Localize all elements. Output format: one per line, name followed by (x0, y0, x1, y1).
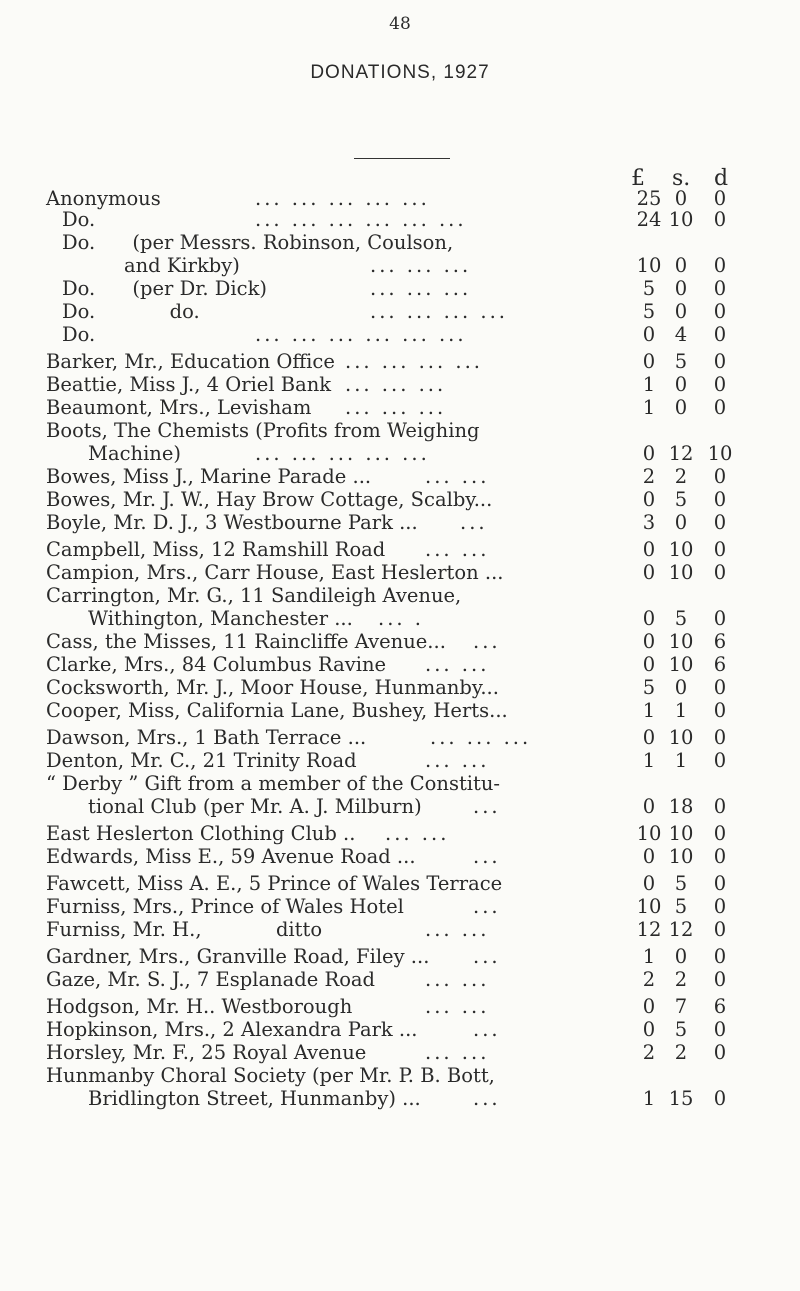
donor-name: Bowes, Miss J., Marine Parade ... (46, 465, 372, 488)
shillings-amount: 15 (668, 1087, 694, 1110)
pounds-amount: 2 (642, 1041, 656, 1064)
donor-name: Gaze, Mr. S. J., 7 Esplanade Road (46, 968, 376, 991)
pence-amount: 0 (713, 187, 727, 210)
page-number: 48 (389, 14, 411, 34)
shillings-amount: 1 (674, 699, 688, 722)
pence-amount: 0 (713, 1041, 727, 1064)
donor-name: Denton, Mr. C., 21 Trinity Road (46, 749, 357, 772)
pence-amount: 0 (713, 726, 727, 749)
dot-leader: ... ... (425, 995, 490, 1018)
shillings-amount: 5 (674, 895, 688, 918)
shillings-header: s. (672, 166, 691, 191)
donor-name: tional Club (per Mr. A. J. Milburn) (88, 795, 422, 818)
dot-leader: ... ... ... (430, 726, 532, 749)
title-rule (354, 158, 450, 159)
pounds-amount: 3 (642, 511, 656, 534)
pence-amount: 0 (713, 699, 727, 722)
pounds-amount: 10 (636, 254, 662, 277)
pounds-amount: 1 (642, 699, 656, 722)
pence-amount: 0 (713, 538, 727, 561)
shillings-amount: 1 (674, 749, 688, 772)
pence-amount: 0 (713, 845, 727, 868)
pounds-amount: 0 (642, 726, 656, 749)
donor-name: Campbell, Miss, 12 Ramshill Road (46, 538, 386, 561)
pounds-header: £ (631, 166, 645, 191)
pence-amount: 0 (713, 945, 727, 968)
pence-amount: 0 (713, 968, 727, 991)
donor-name: East Heslerton Clothing Club .. (46, 822, 356, 845)
pounds-amount: 10 (636, 895, 662, 918)
dot-leader: ... ... ... (370, 254, 472, 277)
pence-amount: 0 (713, 872, 727, 895)
dot-leader: ... ... (385, 822, 450, 845)
donor-name: Cass, the Misses, 11 Raincliffe Avenue... (46, 630, 446, 653)
shillings-amount: 5 (674, 1018, 688, 1041)
pounds-amount: 0 (642, 538, 656, 561)
pounds-amount: 5 (642, 300, 656, 323)
shillings-amount: 5 (674, 350, 688, 373)
donor-name: Hunmanby Choral Society (per Mr. P. B. Bott, (46, 1064, 495, 1087)
pounds-amount: 1 (642, 396, 656, 419)
pounds-amount: 0 (642, 995, 656, 1018)
donor-name: Cocksworth, Mr. J., Moor House, Hunmanby... (46, 676, 499, 699)
shillings-amount: 5 (674, 872, 688, 895)
donor-name: Horsley, Mr. F., 25 Royal Avenue (46, 1041, 367, 1064)
donation-row (0, 967, 800, 993)
donor-name: Cooper, Miss, California Lane, Bushey, Herts... (46, 699, 508, 722)
pence-amount: 0 (713, 277, 727, 300)
pounds-amount: 10 (636, 822, 662, 845)
page-title: DONATIONS, 1927 (310, 62, 490, 83)
dot-leader: ... ... ... ... ... ... (255, 323, 467, 346)
dot-leader: ... ... ... ... ... (255, 187, 430, 210)
shillings-amount: 0 (674, 511, 688, 534)
shillings-amount: 12 (668, 442, 694, 465)
pounds-amount: 5 (642, 277, 656, 300)
pence-amount: 0 (713, 895, 727, 918)
donation-row (0, 1086, 800, 1112)
donor-name: Clarke, Mrs., 84 Columbus Ravine (46, 653, 387, 676)
donor-name: Do. (62, 323, 96, 346)
donor-name: Boyle, Mr. D. J., 3 Westbourne Park ... (46, 511, 418, 534)
pence-amount: 0 (713, 561, 727, 584)
pounds-amount: 1 (642, 945, 656, 968)
shillings-amount: 12 (668, 918, 694, 941)
donation-row (0, 917, 800, 943)
donor-name: Hodgson, Mr. H.. Westborough (46, 995, 353, 1018)
pence-amount: 6 (713, 995, 727, 1018)
pounds-amount: 1 (642, 749, 656, 772)
donor-name: Do. (per Dr. Dick) (62, 277, 267, 300)
dot-leader: ... ... (425, 968, 490, 991)
dot-leader: ... ... ... ... ... ... (255, 208, 467, 231)
donor-name: Bridlington Street, Hunmanby) ... (88, 1087, 421, 1110)
donor-name: Barker, Mr., Education Office (46, 350, 335, 373)
pounds-amount: 12 (636, 918, 662, 941)
shillings-amount: 2 (674, 1041, 688, 1064)
donor-name: Do. do. (62, 300, 200, 323)
shillings-amount: 0 (674, 676, 688, 699)
pence-amount: 0 (713, 465, 727, 488)
dot-leader: ... ... ... ... (370, 300, 508, 323)
pence-amount: 0 (713, 1018, 727, 1041)
shillings-amount: 2 (674, 465, 688, 488)
pence-amount: 0 (713, 373, 727, 396)
donor-name: Carrington, Mr. G., 11 Sandileigh Avenue, (46, 584, 462, 607)
shillings-amount: 5 (674, 607, 688, 630)
dot-leader: ... ... (425, 918, 490, 941)
pounds-amount: 0 (642, 845, 656, 868)
pence-amount: 0 (713, 607, 727, 630)
dot-leader: ... ... (425, 465, 490, 488)
pounds-amount: 2 (642, 968, 656, 991)
donor-name: Fawcett, Miss A. E., 5 Prince of Wales Terrace (46, 872, 503, 895)
shillings-amount: 10 (668, 561, 694, 584)
shillings-amount: 2 (674, 968, 688, 991)
pounds-amount: 0 (642, 872, 656, 895)
pounds-amount: 25 (636, 187, 662, 210)
shillings-amount: 0 (674, 254, 688, 277)
shillings-amount: 0 (674, 277, 688, 300)
donation-row (0, 322, 800, 348)
pounds-amount: 1 (642, 373, 656, 396)
pounds-amount: 5 (642, 676, 656, 699)
donor-name: Do. (62, 208, 96, 231)
pence-amount: 0 (713, 1087, 727, 1110)
dot-leader: ... ... ... ... ... (255, 442, 430, 465)
pence-amount: 10 (707, 442, 733, 465)
donor-name: Edwards, Miss E., 59 Avenue Road ... (46, 845, 416, 868)
pence-amount: 0 (713, 918, 727, 941)
dot-leader: ... (473, 945, 501, 968)
shillings-amount: 10 (668, 538, 694, 561)
donor-name: Beaumont, Mrs., Levisham (46, 396, 312, 419)
pence-amount: 0 (713, 488, 727, 511)
pounds-amount: 0 (642, 653, 656, 676)
donor-name: Furniss, Mr. H., ditto (46, 918, 323, 941)
dot-leader: ... ... (425, 1041, 490, 1064)
pence-amount: 0 (713, 676, 727, 699)
shillings-amount: 0 (674, 373, 688, 396)
donation-row (0, 510, 800, 536)
dot-leader: ... ... (425, 538, 490, 561)
donor-name: “ Derby ” Gift from a member of the Constitu- (46, 772, 501, 795)
dot-leader: ... . (378, 607, 424, 630)
shillings-amount: 4 (674, 323, 688, 346)
pence-amount: 0 (713, 300, 727, 323)
pence-amount: 0 (713, 795, 727, 818)
shillings-amount: 10 (668, 726, 694, 749)
pounds-amount: 0 (642, 607, 656, 630)
pence-amount: 6 (713, 630, 727, 653)
dot-leader: ... (473, 1018, 501, 1041)
donation-row (0, 698, 800, 724)
donor-name: Do. (per Messrs. Robinson, Coulson, (62, 231, 454, 254)
shillings-amount: 10 (668, 822, 694, 845)
dot-leader: ... ... (425, 653, 490, 676)
pounds-amount: 0 (642, 1018, 656, 1041)
pounds-amount: 24 (636, 208, 662, 231)
pence-amount: 0 (713, 208, 727, 231)
pence-amount: 0 (713, 254, 727, 277)
shillings-amount: 0 (674, 945, 688, 968)
pence-amount: 6 (713, 653, 727, 676)
pounds-amount: 2 (642, 465, 656, 488)
donor-name: Hopkinson, Mrs., 2 Alexandra Park ... (46, 1018, 418, 1041)
shillings-amount: 10 (668, 653, 694, 676)
pounds-amount: 0 (642, 323, 656, 346)
pence-amount: 0 (713, 323, 727, 346)
donor-name: Machine) (88, 442, 182, 465)
donor-name: Gardner, Mrs., Granville Road, Filey ... (46, 945, 430, 968)
dot-leader: ... ... (425, 749, 490, 772)
shillings-amount: 10 (668, 208, 694, 231)
donor-name: Beattie, Miss J., 4 Oriel Bank (46, 373, 332, 396)
dot-leader: ... ... ... ... (345, 350, 483, 373)
pence-header: d (714, 166, 729, 191)
pounds-amount: 0 (642, 561, 656, 584)
shillings-amount: 10 (668, 630, 694, 653)
pounds-amount: 0 (642, 350, 656, 373)
donation-row (0, 844, 800, 870)
donor-name: Campion, Mrs., Carr House, East Heslerton ... (46, 561, 504, 584)
dot-leader: ... (473, 895, 501, 918)
dot-leader: ... (473, 845, 501, 868)
pounds-amount: 0 (642, 630, 656, 653)
donor-name: Furniss, Mrs., Prince of Wales Hotel (46, 895, 404, 918)
donation-row (0, 794, 800, 820)
dot-leader: ... (473, 1087, 501, 1110)
donor-name: and Kirkby) (124, 254, 240, 277)
pounds-amount: 0 (642, 488, 656, 511)
donor-name: Withington, Manchester ... (88, 607, 353, 630)
pounds-amount: 0 (642, 442, 656, 465)
shillings-amount: 5 (674, 488, 688, 511)
dot-leader: ... ... ... (345, 373, 447, 396)
pounds-amount: 0 (642, 795, 656, 818)
shillings-amount: 0 (674, 300, 688, 323)
donor-name: Bowes, Mr. J. W., Hay Brow Cottage, Scalby... (46, 488, 493, 511)
shillings-amount: 18 (668, 795, 694, 818)
pence-amount: 0 (713, 511, 727, 534)
donor-name: Boots, The Chemists (Profits from Weighing (46, 419, 480, 442)
pence-amount: 0 (713, 749, 727, 772)
dot-leader: ... (473, 795, 501, 818)
dot-leader: ... ... ... (345, 396, 447, 419)
shillings-amount: 10 (668, 845, 694, 868)
pence-amount: 0 (713, 396, 727, 419)
shillings-amount: 0 (674, 396, 688, 419)
shillings-amount: 7 (674, 995, 688, 1018)
pence-amount: 0 (713, 822, 727, 845)
donor-name: Anonymous (46, 187, 161, 210)
donor-name: Dawson, Mrs., 1 Bath Terrace ... (46, 726, 367, 749)
dot-leader: ... (473, 630, 501, 653)
shillings-amount: 0 (674, 187, 688, 210)
pence-amount: 0 (713, 350, 727, 373)
pounds-amount: 1 (642, 1087, 656, 1110)
dot-leader: ... ... ... (370, 277, 472, 300)
dot-leader: ... (460, 511, 488, 534)
